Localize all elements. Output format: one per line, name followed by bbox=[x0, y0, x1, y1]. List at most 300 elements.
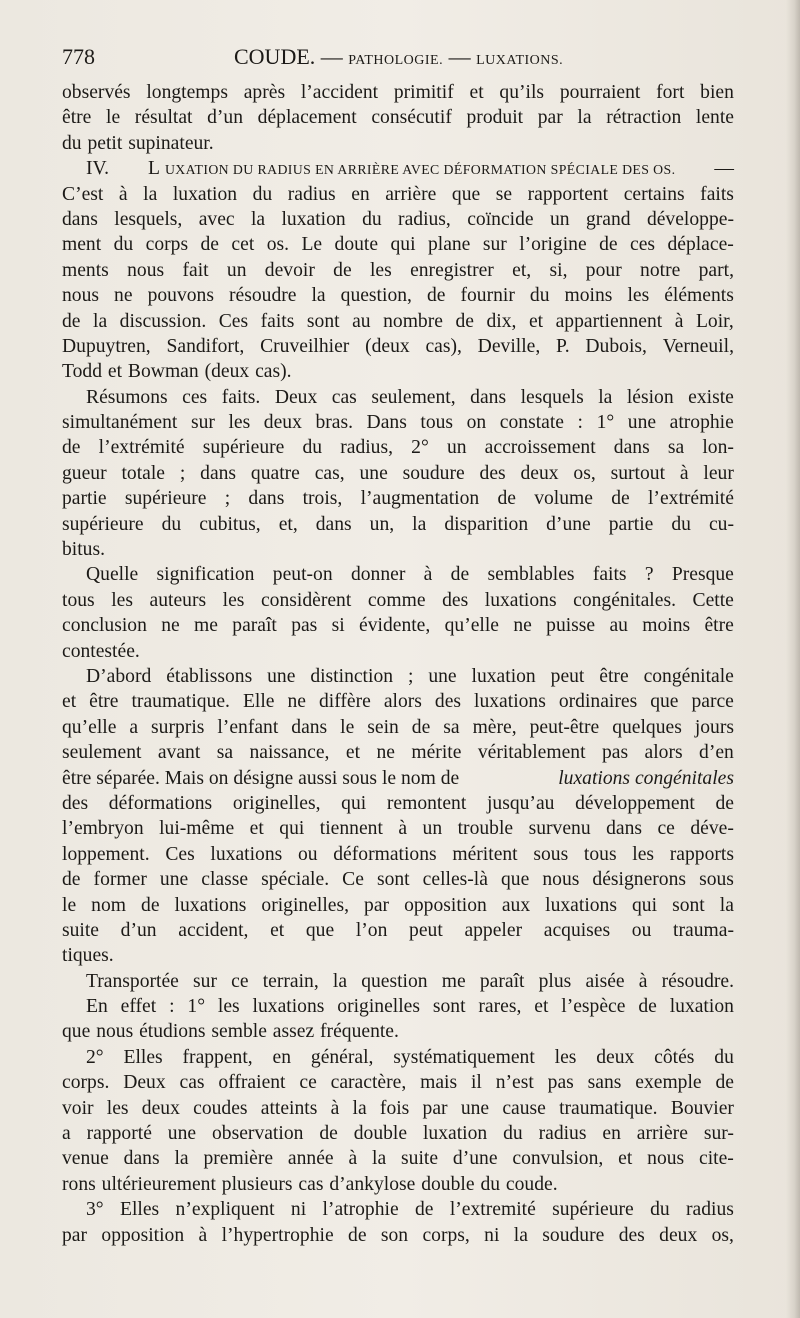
word: loppement. bbox=[62, 843, 150, 865]
word: coudes bbox=[193, 1097, 248, 1119]
word: distinction bbox=[310, 665, 394, 687]
word: trois, bbox=[302, 488, 343, 510]
word: cite- bbox=[699, 1148, 734, 1170]
text-line: que nous étudions semble assez fréquente. bbox=[62, 1021, 399, 1043]
word: à bbox=[398, 818, 408, 840]
word: le bbox=[62, 894, 77, 916]
word: ne bbox=[376, 742, 395, 764]
word: être bbox=[599, 665, 629, 687]
word: sa bbox=[667, 437, 685, 459]
word: ni bbox=[290, 1199, 307, 1221]
word: luxations bbox=[210, 843, 283, 865]
word: signification bbox=[156, 564, 255, 586]
word: côtés bbox=[654, 1046, 695, 1068]
section-heading bbox=[62, 156, 734, 181]
word: du bbox=[252, 183, 273, 205]
word: congénitale bbox=[643, 665, 734, 687]
word: tiennent bbox=[319, 818, 383, 840]
word: la bbox=[311, 285, 326, 307]
word: Elle bbox=[242, 691, 275, 713]
word: coïncide bbox=[467, 208, 534, 230]
word: une bbox=[359, 462, 388, 484]
word: le bbox=[340, 716, 355, 738]
word: Deville, bbox=[477, 335, 541, 357]
word: Transportée bbox=[86, 970, 179, 992]
word: d’un bbox=[120, 919, 157, 941]
word: qui bbox=[390, 234, 416, 256]
word: ou bbox=[631, 919, 652, 941]
word: systématiquement bbox=[393, 1046, 535, 1068]
word: pouvons bbox=[147, 285, 214, 307]
word: notre bbox=[640, 259, 681, 281]
word: de bbox=[141, 894, 160, 916]
word: l’on bbox=[355, 919, 388, 941]
word: des bbox=[434, 691, 462, 713]
word: D’abord bbox=[86, 665, 152, 687]
word: ment bbox=[62, 234, 102, 256]
text-line bbox=[62, 410, 734, 435]
word: et bbox=[534, 996, 549, 1018]
word: rétraction bbox=[606, 107, 682, 129]
word: traumatique. bbox=[559, 1097, 658, 1119]
word: l’augmentation bbox=[360, 488, 480, 510]
word: Cette bbox=[692, 589, 734, 611]
word: de bbox=[455, 310, 474, 332]
word: constate bbox=[499, 412, 564, 434]
word: dans bbox=[291, 716, 328, 738]
word: la bbox=[372, 1148, 387, 1170]
word: ; bbox=[224, 488, 231, 510]
word: Elles bbox=[123, 1046, 163, 1068]
word: soudure bbox=[542, 1224, 605, 1246]
word: luxations bbox=[252, 996, 325, 1018]
word: méritent bbox=[452, 843, 518, 865]
section-heading-number: IV. bbox=[86, 158, 110, 180]
word: les bbox=[369, 259, 392, 281]
word: cas bbox=[331, 386, 357, 408]
word: supérieure bbox=[202, 437, 285, 459]
word: désignerons bbox=[592, 869, 687, 891]
word: semblables bbox=[487, 564, 575, 586]
word: exemple bbox=[635, 1072, 702, 1094]
word: mais bbox=[420, 1072, 458, 1094]
paragraph-first-line bbox=[62, 664, 734, 689]
word: considèrent bbox=[260, 589, 352, 611]
text-line bbox=[62, 309, 734, 334]
text-line bbox=[62, 1223, 734, 1248]
paragraph-first-line bbox=[62, 1197, 734, 1222]
word: originelles, bbox=[261, 894, 349, 916]
text-line bbox=[62, 842, 734, 867]
word: la bbox=[174, 1148, 189, 1170]
word: surpris bbox=[151, 716, 205, 738]
word: dix, bbox=[486, 310, 517, 332]
word: de bbox=[611, 488, 630, 510]
word: année bbox=[287, 1148, 334, 1170]
word: faits bbox=[592, 564, 627, 586]
word: Deux bbox=[123, 1072, 166, 1094]
word: congénitales. bbox=[573, 589, 676, 611]
text-line bbox=[62, 918, 734, 943]
text-line: tiques. bbox=[62, 945, 114, 967]
text-line bbox=[62, 893, 734, 918]
word: surtout bbox=[610, 462, 666, 484]
page-edge-shadow bbox=[786, 0, 800, 1318]
word: développement bbox=[575, 792, 695, 814]
word: lésion bbox=[626, 386, 674, 408]
word: lesquels bbox=[520, 386, 584, 408]
word: sur bbox=[482, 234, 507, 256]
word: que bbox=[501, 869, 530, 891]
word: consécutif bbox=[371, 107, 452, 129]
text-line bbox=[62, 232, 734, 257]
word: en bbox=[351, 183, 370, 205]
word: cas, bbox=[314, 462, 345, 484]
word: trouble bbox=[457, 818, 514, 840]
word: 3° bbox=[86, 1199, 104, 1221]
word: me bbox=[441, 970, 466, 992]
word: ? bbox=[644, 564, 654, 586]
word: le bbox=[106, 107, 121, 129]
word: du bbox=[529, 285, 550, 307]
text-line bbox=[62, 588, 734, 613]
word: celles-là bbox=[422, 869, 488, 891]
word: Dans bbox=[366, 412, 407, 434]
word: corps bbox=[145, 234, 189, 256]
word: des bbox=[442, 589, 469, 611]
word: cubitus, bbox=[199, 513, 261, 535]
text-line bbox=[62, 486, 734, 511]
word: peut bbox=[550, 665, 585, 687]
word: dans bbox=[470, 386, 507, 408]
text-line bbox=[62, 283, 734, 308]
word: les bbox=[627, 285, 650, 307]
word: la bbox=[719, 894, 734, 916]
word: dans bbox=[248, 488, 285, 510]
word: de bbox=[450, 564, 470, 586]
word: sa bbox=[443, 716, 460, 738]
word: fort bbox=[656, 82, 685, 103]
word: à bbox=[679, 462, 689, 484]
word: luxation bbox=[281, 208, 346, 230]
word: faits bbox=[260, 310, 295, 332]
word: par bbox=[422, 1097, 448, 1119]
word: part, bbox=[698, 259, 734, 281]
word: auteurs bbox=[149, 589, 207, 611]
word: une bbox=[267, 665, 296, 687]
word: dans bbox=[315, 513, 352, 535]
text-line: Todd et Bowman (deux cas). bbox=[62, 361, 292, 383]
word: de bbox=[715, 792, 734, 814]
word: sein bbox=[367, 716, 399, 738]
word: la bbox=[598, 386, 613, 408]
word: de bbox=[599, 234, 618, 256]
word: cas bbox=[179, 1072, 205, 1094]
word: les bbox=[217, 996, 240, 1018]
text-line: contestée. bbox=[62, 640, 140, 662]
word: faits bbox=[700, 183, 734, 205]
word: de bbox=[62, 310, 81, 332]
word: naissance, bbox=[249, 742, 330, 764]
paragraph-first-line bbox=[62, 1045, 734, 1070]
word: deux bbox=[659, 1224, 698, 1246]
word: la bbox=[250, 208, 266, 230]
word: l’origine bbox=[519, 234, 587, 256]
word: sur bbox=[190, 412, 215, 434]
word: pas bbox=[547, 1072, 574, 1094]
word: lon- bbox=[702, 437, 734, 459]
word: conclusion bbox=[62, 615, 147, 637]
word: ni bbox=[484, 1224, 500, 1246]
word: une bbox=[159, 869, 189, 891]
word: supérieure bbox=[62, 513, 144, 535]
word: cu- bbox=[708, 513, 734, 535]
word: ce bbox=[231, 970, 249, 992]
word: pour bbox=[585, 259, 622, 281]
word: produit bbox=[466, 107, 524, 129]
word: de bbox=[497, 488, 516, 510]
word: la bbox=[577, 107, 592, 129]
word: atrophie bbox=[669, 412, 734, 434]
word: lesquels, bbox=[114, 208, 183, 230]
word: frappent, bbox=[182, 1046, 253, 1068]
word: et bbox=[618, 1148, 633, 1170]
running-head-topic: LUXATIONS. bbox=[476, 53, 564, 68]
word: Bouvier bbox=[670, 1097, 734, 1119]
word: l’embryon bbox=[62, 818, 144, 840]
word: on bbox=[466, 412, 487, 434]
word: radius bbox=[287, 183, 336, 205]
word: accident, bbox=[178, 919, 249, 941]
word: ; bbox=[179, 462, 186, 484]
word: du bbox=[302, 437, 323, 459]
word: la bbox=[352, 1097, 367, 1119]
word: la bbox=[332, 970, 348, 992]
word: du bbox=[714, 1046, 734, 1068]
word: os, bbox=[573, 462, 596, 484]
word: : bbox=[169, 996, 175, 1018]
word: accroissement bbox=[484, 437, 596, 459]
word: discussion. bbox=[119, 310, 207, 332]
word: ces bbox=[630, 234, 656, 256]
word: dans bbox=[200, 462, 237, 484]
text-line bbox=[62, 182, 734, 207]
word: par bbox=[364, 894, 390, 916]
word: que bbox=[451, 183, 481, 205]
word: par bbox=[537, 107, 563, 129]
word: des bbox=[618, 1224, 645, 1246]
word: seulement bbox=[62, 742, 142, 764]
word: de bbox=[319, 1123, 338, 1145]
word: la bbox=[412, 513, 427, 535]
word: venue bbox=[62, 1148, 109, 1170]
word: de bbox=[62, 437, 81, 459]
word: Dupuytren, bbox=[62, 335, 151, 357]
word: et bbox=[469, 82, 484, 103]
word: déve- bbox=[690, 818, 734, 840]
word: de bbox=[715, 1072, 734, 1094]
word: résultat bbox=[134, 107, 193, 129]
word: résoudre. bbox=[661, 970, 734, 992]
word: cet bbox=[231, 234, 255, 256]
word: une bbox=[460, 1097, 490, 1119]
word: n’est bbox=[495, 1072, 534, 1094]
word: de bbox=[62, 869, 81, 891]
word: luxations bbox=[545, 894, 617, 916]
word: des bbox=[479, 462, 506, 484]
paragraph-first-line bbox=[62, 562, 734, 587]
word: arrière bbox=[385, 183, 437, 205]
word: l’extrémité bbox=[98, 437, 185, 459]
word: existe bbox=[688, 386, 734, 408]
word: se bbox=[495, 183, 513, 205]
word: remontent bbox=[386, 792, 467, 814]
word: 2° bbox=[411, 437, 429, 459]
word: fois bbox=[379, 1097, 410, 1119]
word: de bbox=[348, 1224, 367, 1246]
word: de bbox=[333, 259, 352, 281]
word: à bbox=[674, 310, 684, 332]
word: évidente, bbox=[359, 615, 431, 637]
word: bien bbox=[700, 82, 734, 103]
word: radius bbox=[538, 1123, 587, 1145]
word: les bbox=[554, 1046, 577, 1068]
word: aux bbox=[501, 894, 531, 916]
word: partie bbox=[62, 488, 107, 510]
word: paraît bbox=[232, 615, 277, 637]
word: quatre bbox=[250, 462, 300, 484]
word: les bbox=[111, 589, 133, 611]
word: Le bbox=[301, 234, 323, 256]
word: ce bbox=[657, 818, 675, 840]
page-header bbox=[62, 44, 736, 74]
text-line: rons ultérieurement plusieurs cas d’ankylose double du coude. bbox=[62, 1173, 558, 1195]
word: que bbox=[305, 919, 335, 941]
word: à bbox=[348, 1148, 358, 1170]
text-line bbox=[62, 613, 734, 638]
text-line bbox=[62, 740, 734, 765]
word: acquises bbox=[543, 919, 611, 941]
word: qu’elle bbox=[444, 615, 500, 637]
word: fournir bbox=[460, 285, 515, 307]
text-line bbox=[62, 689, 734, 714]
running-head-main: COUDE. — bbox=[234, 44, 343, 69]
word: totale bbox=[121, 462, 165, 484]
word: quelques bbox=[612, 716, 682, 738]
word: rapportent bbox=[527, 183, 609, 205]
word: radius, bbox=[340, 437, 394, 459]
word: nous bbox=[542, 869, 580, 891]
word: originelles bbox=[337, 996, 420, 1018]
word: trauma- bbox=[673, 919, 734, 941]
word: Ces bbox=[165, 843, 195, 865]
text-line bbox=[62, 867, 734, 892]
word: Loir, bbox=[695, 310, 734, 332]
word: un bbox=[422, 818, 443, 840]
word: les bbox=[228, 412, 251, 434]
text-line bbox=[62, 816, 734, 841]
word: avec bbox=[198, 208, 235, 230]
word: os, bbox=[711, 1224, 734, 1246]
word: deux bbox=[596, 1046, 635, 1068]
word: a bbox=[129, 716, 139, 738]
text-line: du petit supinateur. bbox=[62, 132, 214, 154]
word: peut bbox=[409, 919, 443, 941]
word: avant bbox=[157, 742, 201, 764]
text-line bbox=[62, 1121, 734, 1146]
word: caractère, bbox=[330, 1072, 407, 1094]
word: jusqu’au bbox=[486, 792, 555, 814]
word: l’extremité bbox=[449, 1199, 536, 1221]
word: terrain, bbox=[262, 970, 319, 992]
word: nous bbox=[62, 285, 100, 307]
word: pourraient bbox=[559, 82, 641, 103]
word: qui bbox=[341, 792, 367, 814]
word: à bbox=[330, 1097, 340, 1119]
word: pas bbox=[291, 615, 318, 637]
word: l’atrophie bbox=[322, 1199, 399, 1221]
word: du bbox=[650, 1199, 670, 1221]
text-line bbox=[62, 512, 734, 537]
word: luxation bbox=[471, 665, 536, 687]
word: luxation bbox=[172, 183, 238, 205]
word: volume bbox=[534, 488, 593, 510]
word: radius, bbox=[398, 208, 451, 230]
word: luxation bbox=[422, 1123, 488, 1145]
word: luxation bbox=[669, 996, 734, 1018]
word: un bbox=[446, 437, 467, 459]
word: la bbox=[93, 310, 108, 332]
word: former bbox=[93, 869, 147, 891]
text-line bbox=[62, 105, 734, 130]
word: être bbox=[89, 691, 119, 713]
word: pas bbox=[601, 742, 629, 764]
word: sur bbox=[193, 970, 217, 992]
word: mérite bbox=[411, 742, 462, 764]
word: traumatique. bbox=[131, 691, 230, 713]
word: enregistrer bbox=[410, 259, 494, 281]
word: moins bbox=[642, 615, 691, 637]
word: nombre bbox=[383, 310, 443, 332]
word: ne bbox=[114, 285, 133, 307]
word: sont bbox=[672, 894, 705, 916]
word: à bbox=[198, 1224, 208, 1246]
word: paraît bbox=[479, 970, 525, 992]
word: observés bbox=[62, 82, 131, 103]
word: d’un bbox=[207, 107, 244, 129]
word: de bbox=[426, 285, 446, 307]
word: disparition bbox=[444, 513, 529, 535]
word: voir bbox=[62, 1097, 94, 1119]
text-line bbox=[62, 258, 734, 283]
word: véritablement bbox=[477, 742, 586, 764]
word: plus bbox=[538, 970, 572, 992]
word: double bbox=[353, 1123, 408, 1145]
word: puisse bbox=[546, 615, 596, 637]
paragraph-first-line bbox=[62, 385, 734, 410]
word: et bbox=[249, 818, 264, 840]
running-head bbox=[234, 44, 563, 70]
word: deux bbox=[263, 412, 302, 434]
word: du bbox=[671, 513, 691, 535]
word: dans bbox=[606, 818, 643, 840]
word: offraient bbox=[218, 1072, 286, 1094]
word: Dubois, bbox=[585, 335, 647, 357]
word: Elles bbox=[119, 1199, 160, 1221]
page-number: 778 bbox=[62, 44, 95, 69]
section-heading-title: L UXATION DU RADIUS EN ARRIÈRE AVEC DÉFORMATION SPÉCIALE DES OS. bbox=[147, 158, 676, 180]
word: C’est bbox=[62, 183, 104, 205]
